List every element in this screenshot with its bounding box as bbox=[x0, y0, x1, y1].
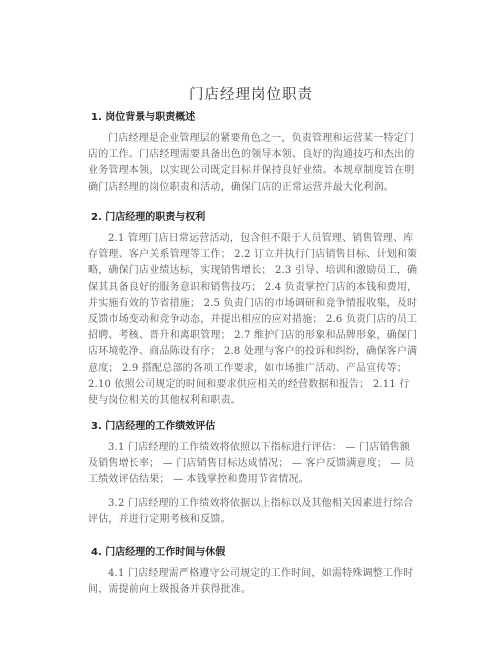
document-title: 门店经理岗位职责 bbox=[189, 87, 313, 103]
section-paragraph: 4.1 门店经理需严格遵守公司规定的工作时间，如需特殊调整工作时间，需提前向上级报备并获得批准。 bbox=[88, 568, 414, 596]
section-heading: 4. 门店经理的工作时间与休假 bbox=[91, 547, 226, 558]
section-heading: 3. 门店经理的工作绩效评估 bbox=[91, 421, 216, 432]
section-4 bbox=[88, 546, 418, 605]
section-paragraph: 2.1 管理门店日常运营活动，包含但不限于人员管理、销售管理、库存管理、客户关系管理等工作； 2.2 订立并执行门店销售目标、计划和策略，确保门店业绩达标，实现销售增长； 2.3 引导、培训和激励员工，确保其具备良好的服务意识和销售技巧； 2.4 负责掌控门店的本钱和费用，并实施有效的节省措施； 2.5 负责门店的市场调研和竞争情报收集，及时反馈市场变动和竞争动态，并提出相应的应对措施； 2.6 负责门店的员工招聘、考核、晋升和离职管理； 2.7 维护门店的形象和品牌形象，确保门店环境乾净、商品陈设有序； 2.8 处理与客户的投诉和纠纷，确保客户满意度； 2.9 搭配总部的各项工作要求，如市场推广活动、产品宣传等； 2.10 依照公司规定的时间和要求供应相关的经营数据和报告； 2.11 行使与岗位相关的其他权利和职责。 bbox=[88, 233, 418, 407]
section-paragraph: 3.1 门店经理的工作绩效将依照以下指标进行评估： — 门店销售额及销售增长率； — 门店销售目标达成情况； — 客户反馈满意度； — 员工绩效评估结果； — 本钱掌控和费用节省情况。 bbox=[88, 442, 415, 486]
section-heading: 1. 岗位背景与职责概述 bbox=[91, 112, 196, 123]
section-paragraph: 门店经理是企业管理层的紧要角色之一，负责管理和运营某一特定门店的工作。门店经理需要具备出色的领导本领、良好的沟通技巧和杰出的业务管理本领，以实现公司既定目标并保持良好业绩。本规章制度旨在明确门店经理的岗位职责和活动，确保门店的正常运营并最大化利润。 bbox=[88, 133, 415, 193]
section-3 bbox=[88, 420, 418, 535]
section-paragraph: 3.2 门店经理的工作绩效将依据以上指标以及其他相关因素进行综合评估，并进行定期考核和反馈。 bbox=[88, 497, 414, 525]
section-heading: 2. 门店经理的职责与权利 bbox=[91, 212, 206, 223]
section-2 bbox=[88, 211, 418, 416]
section-1 bbox=[88, 111, 418, 203]
